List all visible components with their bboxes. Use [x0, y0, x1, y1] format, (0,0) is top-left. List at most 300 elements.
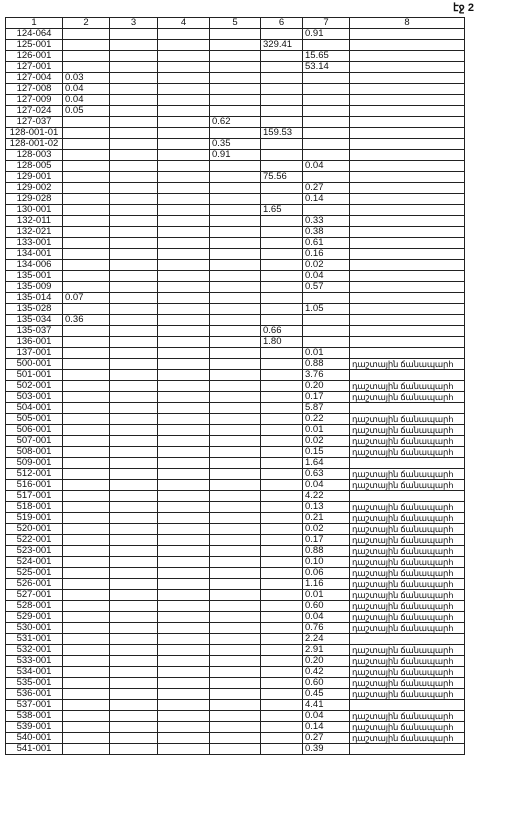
- column-header: 1: [6, 18, 63, 29]
- value-cell: 0.15: [303, 447, 350, 458]
- value-cell: [110, 645, 158, 656]
- value-cell: [158, 106, 210, 117]
- value-cell: [210, 238, 261, 249]
- value-cell: 0.35: [210, 139, 261, 150]
- value-cell: [158, 711, 210, 722]
- note-cell: դաշտային ճանապարհ: [350, 601, 465, 612]
- parcel-code-cell: 137-001: [6, 348, 63, 359]
- value-cell: [158, 95, 210, 106]
- value-cell: [158, 172, 210, 183]
- parcel-code-cell: 128-003: [6, 150, 63, 161]
- value-cell: [210, 623, 261, 634]
- parcel-code-cell: 127-004: [6, 73, 63, 84]
- value-cell: [303, 139, 350, 150]
- value-cell: [261, 392, 303, 403]
- table-row: [6, 315, 465, 326]
- value-cell: [110, 150, 158, 161]
- note-cell: դաշտային ճանապարհ: [350, 480, 465, 491]
- note-cell: դաշտային ճանապարհ: [350, 722, 465, 733]
- value-cell: [110, 40, 158, 51]
- value-cell: [158, 557, 210, 568]
- value-cell: [158, 293, 210, 304]
- value-cell: [210, 436, 261, 447]
- note-cell: [350, 337, 465, 348]
- parcel-code-cell: 129-028: [6, 194, 63, 205]
- value-cell: [210, 458, 261, 469]
- value-cell: [110, 51, 158, 62]
- parcel-code-cell: 531-001: [6, 634, 63, 645]
- value-cell: [158, 315, 210, 326]
- value-cell: [261, 524, 303, 535]
- table-row: [6, 249, 465, 260]
- note-cell: [350, 403, 465, 414]
- value-cell: [63, 304, 110, 315]
- value-cell: [261, 216, 303, 227]
- value-cell: [261, 403, 303, 414]
- note-cell: դաշտային ճանապարհ: [350, 425, 465, 436]
- value-cell: [210, 161, 261, 172]
- note-cell: [350, 293, 465, 304]
- value-cell: 159.53: [261, 128, 303, 139]
- value-cell: [110, 117, 158, 128]
- value-cell: [158, 161, 210, 172]
- value-cell: [210, 359, 261, 370]
- table-row: [6, 612, 465, 623]
- value-cell: [63, 62, 110, 73]
- value-cell: [261, 249, 303, 260]
- value-cell: [210, 645, 261, 656]
- value-cell: [158, 326, 210, 337]
- value-cell: [63, 502, 110, 513]
- table-row: [6, 304, 465, 315]
- value-cell: [210, 304, 261, 315]
- note-cell: դաշտային ճանապարհ: [350, 711, 465, 722]
- column-header: 2: [63, 18, 110, 29]
- table-row: [6, 95, 465, 106]
- table-row: [6, 62, 465, 73]
- parcel-code-cell: 517-001: [6, 491, 63, 502]
- value-cell: [63, 227, 110, 238]
- value-cell: [158, 51, 210, 62]
- value-cell: [261, 84, 303, 95]
- parcel-code-cell: 135-037: [6, 326, 63, 337]
- value-cell: [158, 458, 210, 469]
- note-cell: դաշտային ճանապարհ: [350, 414, 465, 425]
- value-cell: [110, 689, 158, 700]
- value-cell: [158, 667, 210, 678]
- value-cell: [303, 106, 350, 117]
- value-cell: [261, 315, 303, 326]
- value-cell: [261, 469, 303, 480]
- table-row: [6, 656, 465, 667]
- value-cell: 1.05: [303, 304, 350, 315]
- value-cell: [110, 381, 158, 392]
- value-cell: [261, 425, 303, 436]
- value-cell: [63, 205, 110, 216]
- value-cell: [158, 436, 210, 447]
- value-cell: 1.65: [261, 205, 303, 216]
- value-cell: [63, 689, 110, 700]
- value-cell: [261, 535, 303, 546]
- value-cell: 1.64: [303, 458, 350, 469]
- table-row: [6, 117, 465, 128]
- value-cell: [158, 337, 210, 348]
- parcel-code-cell: 540-001: [6, 733, 63, 744]
- value-cell: [210, 447, 261, 458]
- value-cell: [261, 117, 303, 128]
- parcel-code-cell: 127-009: [6, 95, 63, 106]
- value-cell: [110, 469, 158, 480]
- value-cell: [210, 667, 261, 678]
- note-cell: [350, 95, 465, 106]
- value-cell: [63, 700, 110, 711]
- value-cell: [210, 678, 261, 689]
- parcel-code-cell: 536-001: [6, 689, 63, 700]
- value-cell: 0.01: [303, 348, 350, 359]
- value-cell: [110, 711, 158, 722]
- value-cell: 0.14: [303, 194, 350, 205]
- table-row: [6, 194, 465, 205]
- value-cell: [110, 700, 158, 711]
- value-cell: 0.36: [63, 315, 110, 326]
- value-cell: [158, 84, 210, 95]
- value-cell: 0.57: [303, 282, 350, 293]
- value-cell: [210, 414, 261, 425]
- note-cell: [350, 227, 465, 238]
- value-cell: [110, 733, 158, 744]
- table-row: [6, 161, 465, 172]
- value-cell: [261, 436, 303, 447]
- note-cell: [350, 40, 465, 51]
- value-cell: 0.21: [303, 513, 350, 524]
- value-cell: [63, 238, 110, 249]
- value-cell: [261, 480, 303, 491]
- value-cell: 0.02: [303, 260, 350, 271]
- value-cell: 2.24: [303, 634, 350, 645]
- value-cell: [303, 293, 350, 304]
- value-cell: [158, 623, 210, 634]
- value-cell: [110, 205, 158, 216]
- note-cell: [350, 84, 465, 95]
- value-cell: 0.62: [210, 117, 261, 128]
- value-cell: [110, 271, 158, 282]
- value-cell: 0.20: [303, 381, 350, 392]
- table-row: [6, 744, 465, 755]
- value-cell: [261, 689, 303, 700]
- note-cell: [350, 491, 465, 502]
- value-cell: [261, 513, 303, 524]
- value-cell: 0.38: [303, 227, 350, 238]
- note-cell: դաշտային ճանապարհ: [350, 535, 465, 546]
- note-cell: դաշտային ճանապարհ: [350, 667, 465, 678]
- value-cell: [63, 623, 110, 634]
- note-cell: դաշտային ճանապարհ: [350, 656, 465, 667]
- value-cell: 0.04: [303, 161, 350, 172]
- value-cell: [303, 84, 350, 95]
- value-cell: [110, 249, 158, 260]
- value-cell: 5.87: [303, 403, 350, 414]
- value-cell: 1.16: [303, 579, 350, 590]
- parcel-code-cell: 541-001: [6, 744, 63, 755]
- value-cell: 0.45: [303, 689, 350, 700]
- value-cell: [303, 337, 350, 348]
- table-row: [6, 337, 465, 348]
- value-cell: [210, 84, 261, 95]
- parcel-code-cell: 538-001: [6, 711, 63, 722]
- value-cell: [110, 106, 158, 117]
- parcel-code-cell: 526-001: [6, 579, 63, 590]
- note-cell: [350, 51, 465, 62]
- value-cell: [158, 260, 210, 271]
- note-cell: դաշտային ճանապարհ: [350, 612, 465, 623]
- table-row: [6, 260, 465, 271]
- value-cell: [210, 722, 261, 733]
- value-cell: [63, 161, 110, 172]
- parcel-code-cell: 126-001: [6, 51, 63, 62]
- value-cell: [110, 392, 158, 403]
- note-cell: դաշտային ճանապարհ: [350, 568, 465, 579]
- value-cell: [261, 293, 303, 304]
- value-cell: [158, 689, 210, 700]
- note-cell: դաշտային ճանապարհ: [350, 623, 465, 634]
- value-cell: [303, 95, 350, 106]
- value-cell: [110, 326, 158, 337]
- value-cell: [210, 546, 261, 557]
- value-cell: [63, 436, 110, 447]
- value-cell: [110, 436, 158, 447]
- note-cell: դաշտային ճանապարհ: [350, 359, 465, 370]
- value-cell: [261, 370, 303, 381]
- value-cell: [158, 249, 210, 260]
- value-cell: [158, 183, 210, 194]
- parcel-code-cell: 525-001: [6, 568, 63, 579]
- table-row: [6, 370, 465, 381]
- value-cell: [261, 678, 303, 689]
- value-cell: [158, 392, 210, 403]
- value-cell: [210, 326, 261, 337]
- value-cell: 0.42: [303, 667, 350, 678]
- value-cell: [210, 711, 261, 722]
- value-cell: [158, 40, 210, 51]
- note-cell: [350, 150, 465, 161]
- value-cell: 0.60: [303, 678, 350, 689]
- table-row: [6, 546, 465, 557]
- value-cell: [261, 623, 303, 634]
- value-cell: [210, 524, 261, 535]
- value-cell: [110, 656, 158, 667]
- table-row: [6, 172, 465, 183]
- note-cell: դաշտային ճանապարհ: [350, 733, 465, 744]
- value-cell: [158, 546, 210, 557]
- value-cell: 75.56: [261, 172, 303, 183]
- value-cell: [261, 238, 303, 249]
- value-cell: [110, 315, 158, 326]
- table-row: [6, 227, 465, 238]
- value-cell: [63, 326, 110, 337]
- value-cell: [261, 557, 303, 568]
- value-cell: [210, 337, 261, 348]
- value-cell: 0.04: [303, 612, 350, 623]
- table-row: [6, 458, 465, 469]
- value-cell: [261, 106, 303, 117]
- parcel-code-cell: 520-001: [6, 524, 63, 535]
- value-cell: [210, 502, 261, 513]
- value-cell: [261, 150, 303, 161]
- value-cell: [110, 480, 158, 491]
- value-cell: [210, 293, 261, 304]
- value-cell: [210, 656, 261, 667]
- table-row: [6, 689, 465, 700]
- value-cell: [261, 491, 303, 502]
- value-cell: 0.39: [303, 744, 350, 755]
- parcel-code-cell: 524-001: [6, 557, 63, 568]
- note-cell: դաշտային ճանապարհ: [350, 557, 465, 568]
- value-cell: [63, 414, 110, 425]
- value-cell: 0.91: [210, 150, 261, 161]
- note-cell: դաշտային ճանապարհ: [350, 392, 465, 403]
- note-cell: [350, 315, 465, 326]
- value-cell: [110, 172, 158, 183]
- value-cell: 3.76: [303, 370, 350, 381]
- value-cell: [63, 601, 110, 612]
- table-row: [6, 557, 465, 568]
- value-cell: [210, 282, 261, 293]
- parcel-code-cell: 502-001: [6, 381, 63, 392]
- value-cell: [210, 271, 261, 282]
- value-cell: 0.17: [303, 392, 350, 403]
- table-row: [6, 425, 465, 436]
- value-cell: [158, 117, 210, 128]
- value-cell: [303, 326, 350, 337]
- value-cell: [261, 271, 303, 282]
- note-cell: [350, 139, 465, 150]
- table-row: [6, 381, 465, 392]
- value-cell: [63, 546, 110, 557]
- parcel-code-cell: 500-001: [6, 359, 63, 370]
- value-cell: [158, 194, 210, 205]
- value-cell: [158, 491, 210, 502]
- value-cell: [210, 601, 261, 612]
- value-cell: [210, 51, 261, 62]
- value-cell: [210, 227, 261, 238]
- note-cell: [350, 260, 465, 271]
- value-cell: [63, 711, 110, 722]
- value-cell: [158, 359, 210, 370]
- value-cell: 0.01: [303, 425, 350, 436]
- note-cell: [350, 62, 465, 73]
- table-row: [6, 502, 465, 513]
- value-cell: [110, 216, 158, 227]
- parcel-code-cell: 132-021: [6, 227, 63, 238]
- value-cell: [110, 414, 158, 425]
- value-cell: [261, 227, 303, 238]
- value-cell: [210, 172, 261, 183]
- value-cell: [261, 359, 303, 370]
- value-cell: [210, 106, 261, 117]
- value-cell: [158, 579, 210, 590]
- value-cell: [261, 579, 303, 590]
- value-cell: [158, 480, 210, 491]
- parcel-code-cell: 519-001: [6, 513, 63, 524]
- value-cell: [110, 194, 158, 205]
- value-cell: [158, 722, 210, 733]
- value-cell: [303, 128, 350, 139]
- column-header: 6: [261, 18, 303, 29]
- note-cell: [350, 700, 465, 711]
- value-cell: [158, 414, 210, 425]
- value-cell: [110, 546, 158, 557]
- value-cell: [110, 238, 158, 249]
- value-cell: [158, 238, 210, 249]
- value-cell: 0.02: [303, 524, 350, 535]
- value-cell: 0.05: [63, 106, 110, 117]
- value-cell: [63, 524, 110, 535]
- page-number: էջ 2: [453, 2, 474, 14]
- value-cell: 0.63: [303, 469, 350, 480]
- value-cell: [303, 172, 350, 183]
- value-cell: [158, 282, 210, 293]
- value-cell: [63, 139, 110, 150]
- note-cell: դաշտային ճանապարհ: [350, 436, 465, 447]
- value-cell: 0.04: [303, 711, 350, 722]
- value-cell: [63, 678, 110, 689]
- value-cell: [158, 678, 210, 689]
- value-cell: [158, 271, 210, 282]
- table-row: [6, 524, 465, 535]
- value-cell: [158, 128, 210, 139]
- parcel-code-cell: 532-001: [6, 645, 63, 656]
- value-cell: [63, 403, 110, 414]
- value-cell: [158, 370, 210, 381]
- table-row: [6, 579, 465, 590]
- table-row: [6, 678, 465, 689]
- value-cell: [63, 590, 110, 601]
- column-header: 3: [110, 18, 158, 29]
- parcel-code-cell: 516-001: [6, 480, 63, 491]
- value-cell: [210, 62, 261, 73]
- parcel-code-cell: 504-001: [6, 403, 63, 414]
- value-cell: 0.91: [303, 29, 350, 40]
- value-cell: 0.61: [303, 238, 350, 249]
- value-cell: [110, 293, 158, 304]
- table-row: [6, 326, 465, 337]
- note-cell: [350, 458, 465, 469]
- table-row: [6, 392, 465, 403]
- value-cell: [63, 722, 110, 733]
- value-cell: [110, 744, 158, 755]
- value-cell: [110, 634, 158, 645]
- value-cell: [63, 535, 110, 546]
- value-cell: [63, 634, 110, 645]
- value-cell: 15.65: [303, 51, 350, 62]
- value-cell: [210, 216, 261, 227]
- value-cell: [210, 557, 261, 568]
- parcel-code-cell: 135-009: [6, 282, 63, 293]
- value-cell: [63, 425, 110, 436]
- table-row: [6, 722, 465, 733]
- value-cell: [210, 194, 261, 205]
- value-cell: [63, 249, 110, 260]
- value-cell: [158, 612, 210, 623]
- value-cell: [158, 447, 210, 458]
- value-cell: [261, 744, 303, 755]
- value-cell: [261, 183, 303, 194]
- value-cell: [210, 733, 261, 744]
- value-cell: [63, 557, 110, 568]
- value-cell: 4.41: [303, 700, 350, 711]
- table-row: [6, 414, 465, 425]
- parcel-code-cell: 530-001: [6, 623, 63, 634]
